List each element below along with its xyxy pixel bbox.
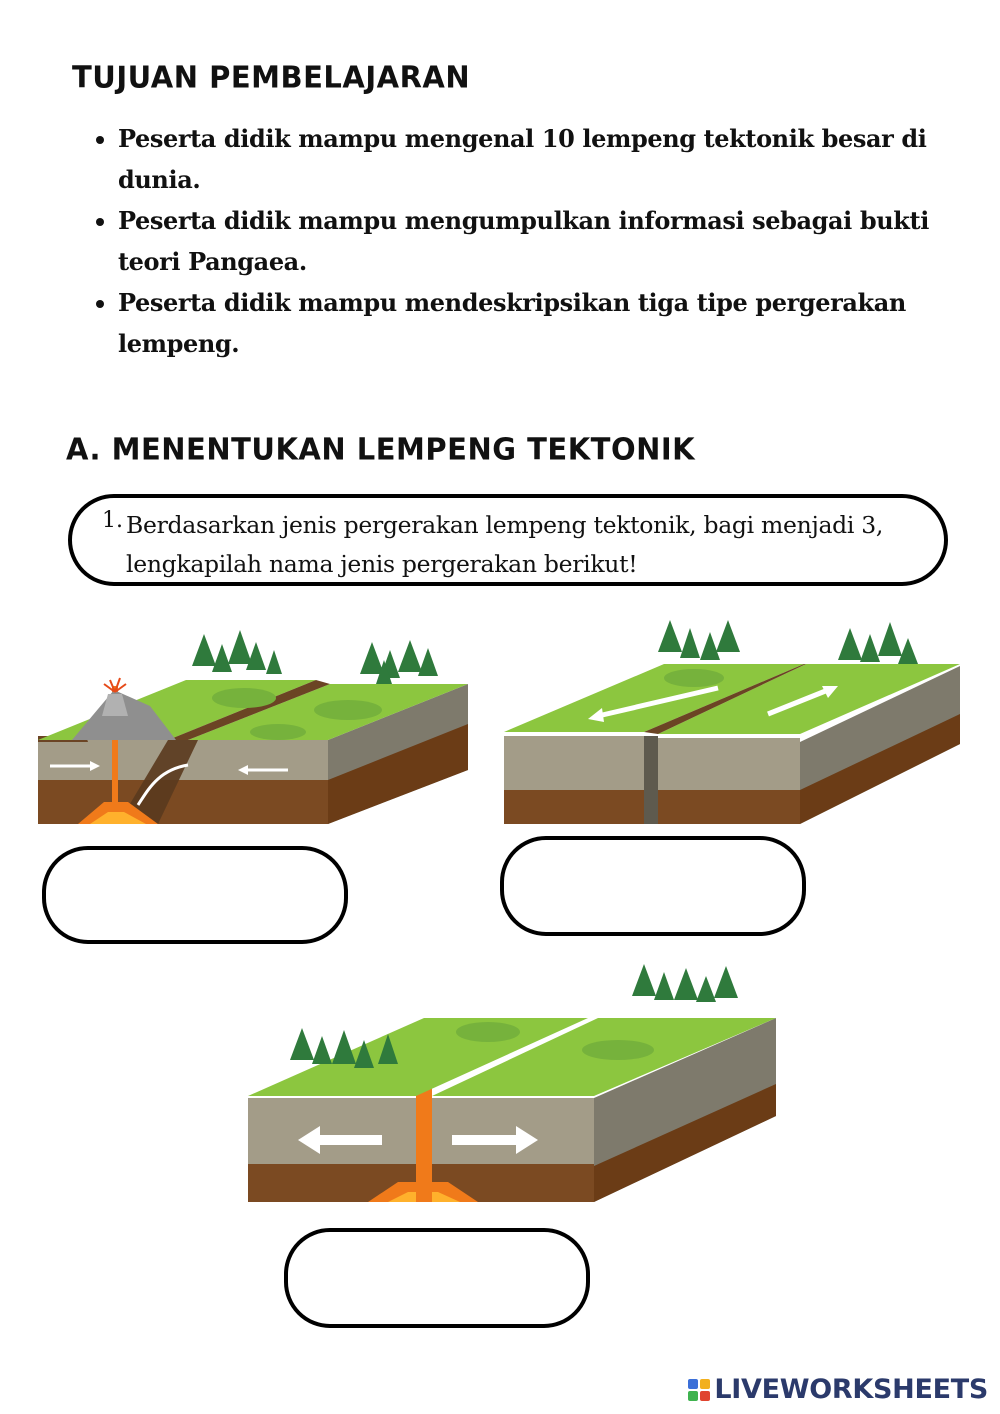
instruction-text: Berdasarkan jenis pergerakan lempeng tektonik, bagi menjadi 3, lengkapilah nama jenis pergerakan berikut! (126, 511, 884, 578)
logo-square (700, 1391, 710, 1401)
objectives-list (84, 118, 978, 364)
instruction-number: 1. (102, 508, 123, 533)
liveworksheets-logo-icon (688, 1379, 710, 1401)
answer-box-transform[interactable] (500, 836, 806, 936)
transform-plate-boundary-icon (504, 614, 960, 824)
logo-square (700, 1379, 710, 1389)
brand-name: LIVEWORKSHEETS (714, 1374, 988, 1405)
objective-item: • Peserta didik mampu mengenal 10 lempeng tektonik besar di dunia. (118, 118, 978, 200)
answer-box-divergent[interactable] (284, 1228, 590, 1328)
objective-item: • Peserta didik mampu mengumpulkan informasi sebagai bukti teori Pangaea. (118, 200, 978, 282)
answer-box-convergent[interactable] (42, 846, 348, 944)
convergent-plate-boundary-icon (38, 620, 474, 824)
objectives-heading: TUJUAN PEMBELAJARAN (72, 59, 471, 95)
section-heading: A. MENENTUKAN LEMPENG TEKTONIK (66, 431, 696, 467)
liveworksheets-logo[interactable] (688, 1374, 988, 1405)
objective-item: • Peserta didik mampu mendeskripsikan tiga tipe pergerakan lempeng. (118, 282, 978, 364)
logo-square (688, 1391, 698, 1401)
logo-square (688, 1379, 698, 1389)
divergent-plate-boundary-icon (248, 960, 776, 1202)
